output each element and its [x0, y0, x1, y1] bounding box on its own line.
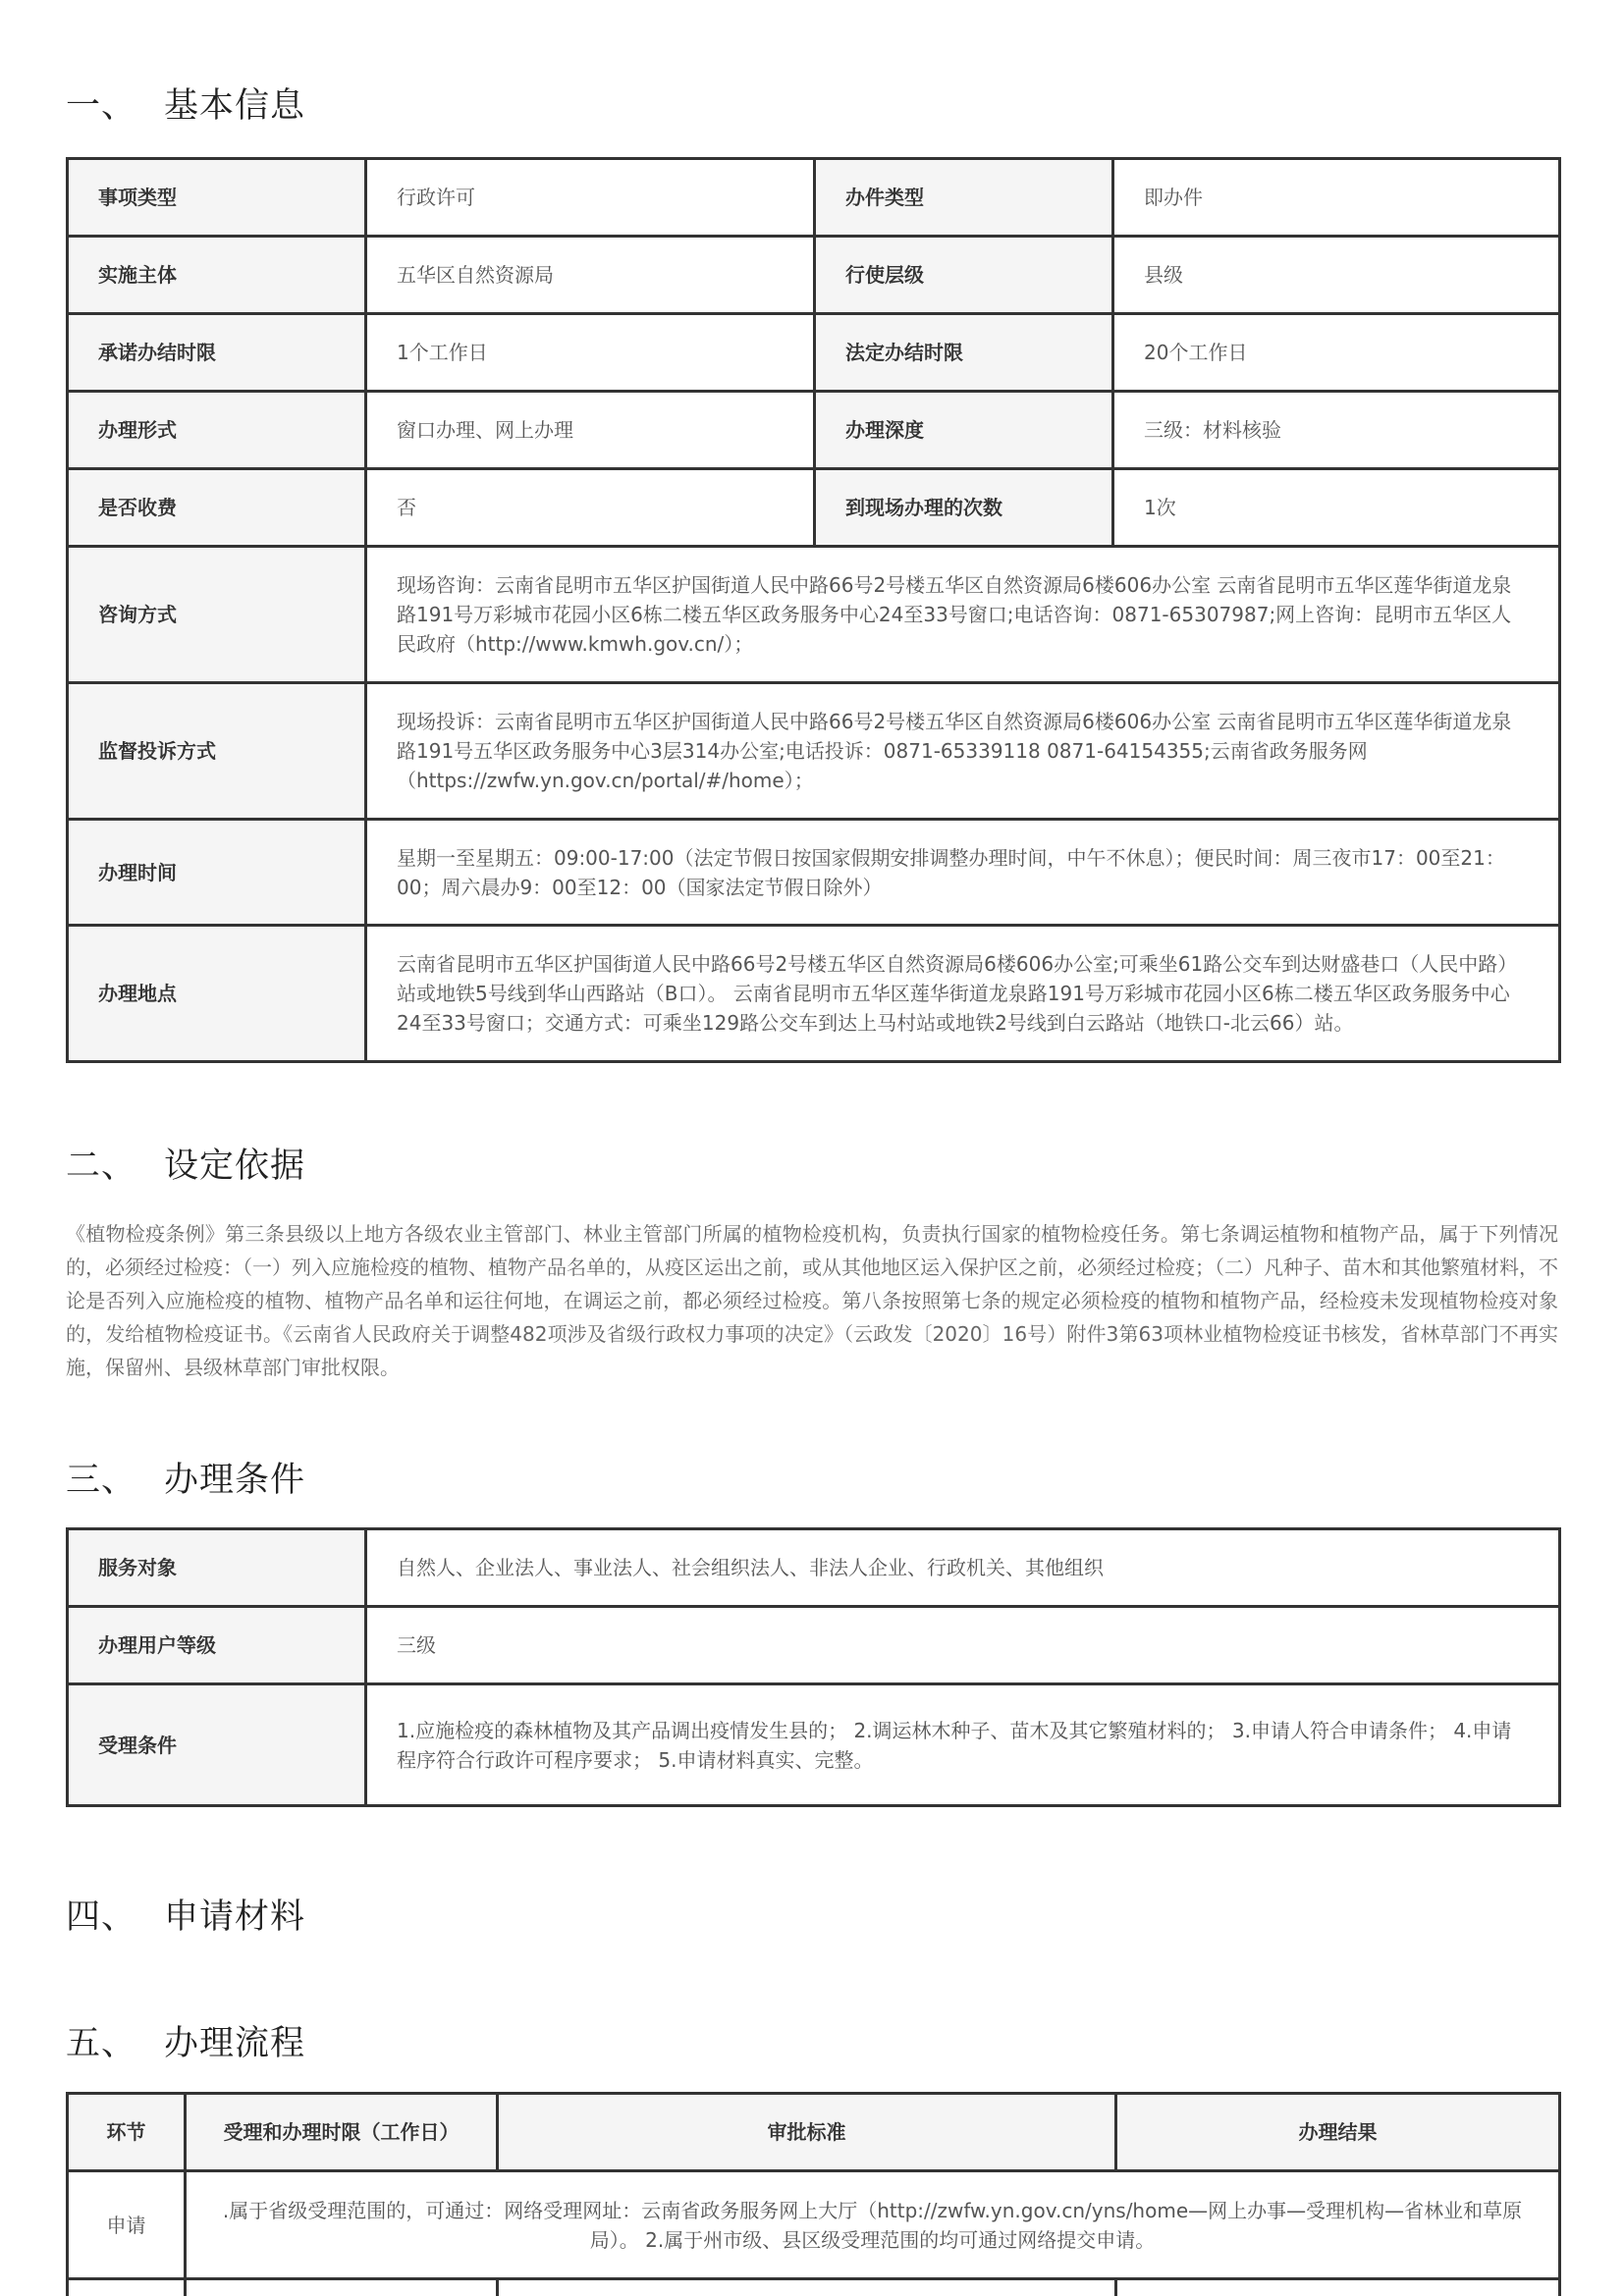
legal-basis-text: 《植物检疫条例》第三条县级以上地方各级农业主管部门、林业主管部门所属的植物检疫机构，负责执行国家的植物检疫任务。第七条调运植物和植物产品，属于下列情况的，必须经过检疫：（一）列入应施检疫的植物、植物产品名单的，从疫区运出之前，或从其他地区运入保护区之前，必须经过检疫；（二）凡种子、苗木和其他繁殖材料，不论是否列入应施检疫的植物、植物产品名单和运往何地，在调运之前，都必须经过检疫。第八条按照第七条的规定必须检疫的植物和植物产品，经检疫未发现植物检疫对象的，发给植物检疫证书。《云南省人民政府关于调整482项涉及省级行政权力事项的决定》（云政发〔2020〕16号）附件3第63项林业植物检疫证书核发，省林草部门不再实施，保留州、县级林草部门审批权限。: [66, 1222, 1558, 1379]
field-value: 否: [366, 469, 815, 547]
basic-info-table: [66, 157, 1561, 1063]
field-label: 行使层级: [815, 237, 1113, 314]
table-row: [68, 2279, 1560, 2296]
field-value: 云南省昆明市五华区护国街道人民中路66号2号楼五华区自然资源局6楼606办公室;可乘坐61路公交车到达财盛巷口（人民中路）站或地铁5号线到华山西路站（B口）。 云南省昆明市五华区莲华街道龙泉路191号万彩城市花园小区6栋二楼五华区政务服务中心24至33号窗口；交通方式：可乘坐129路公交车到达上马村站或地铁2号线到白云路站（地铁口-北云66）站。: [366, 926, 1560, 1062]
field-value: 窗口办理、网上办理: [366, 392, 815, 469]
field-value: 现场咨询：云南省昆明市五华区护国街道人民中路66号2号楼五华区自然资源局6楼606办公室 云南省昆明市五华区莲华街道龙泉路191号万彩城市花园小区6栋二楼五华区政务服务中心24至33号窗口;电话咨询：0871-65307987;网上咨询：昆明市五华区人民政府（http://www.kmwh.gov.cn/）；: [366, 547, 1560, 683]
field-label: 办理地点: [68, 926, 366, 1062]
table-row: [68, 1529, 1560, 1607]
conditions-table: [66, 1527, 1561, 1807]
table-row: [68, 547, 1560, 683]
stage-cell: 申请: [68, 2171, 186, 2279]
field-label: 是否收费: [68, 469, 366, 547]
field-value: 自然人、企业法人、事业法人、社会组织法人、非法人企业、行政机关、其他组织: [366, 1529, 1560, 1607]
table-row: [68, 314, 1560, 392]
table-row: [68, 683, 1560, 820]
field-value: 县级: [1113, 237, 1560, 314]
field-label: 到现场办理的次数: [815, 469, 1113, 547]
field-value: 三级: [366, 1607, 1560, 1684]
table-row: [68, 469, 1560, 547]
field-label: 服务对象: [68, 1529, 366, 1607]
field-value: 1次: [1113, 469, 1560, 547]
table-row: [68, 926, 1560, 1062]
table-row: [68, 2171, 1560, 2279]
table-row: [68, 392, 1560, 469]
field-value: 20个工作日: [1113, 314, 1560, 392]
table-row: [68, 1607, 1560, 1684]
section-heading-basic-info: 一、 基本信息: [66, 86, 306, 126]
table-row: [68, 1684, 1560, 1806]
field-value: 五华区自然资源局: [366, 237, 815, 314]
field-label: 办理形式: [68, 392, 366, 469]
field-label: 咨询方式: [68, 547, 366, 683]
section-heading-conditions: 三、 办理条件: [66, 1461, 306, 1500]
field-value: 1.应施检疫的森林植物及其产品调出疫情发生县的； 2.调运林木种子、苗木及其它繁殖材料的； 3.申请人符合申请条件； 4.申请程序符合行政许可程序要求； 5.申请材料真实、完整。: [366, 1684, 1560, 1806]
field-label: 监督投诉方式: [68, 683, 366, 820]
table-row: [68, 237, 1560, 314]
field-value: 即办件: [1113, 159, 1560, 237]
table-row: [68, 820, 1560, 926]
field-label: 承诺办结时限: [68, 314, 366, 392]
column-header: 审批标准: [498, 2094, 1116, 2171]
field-value: 1个工作日: [366, 314, 815, 392]
field-value: 行政许可: [366, 159, 815, 237]
field-value: 三级：材料核验: [1113, 392, 1560, 469]
process-table: [66, 2092, 1561, 2296]
field-label: 办理用户等级: [68, 1607, 366, 1684]
field-label: 受理条件: [68, 1684, 366, 1806]
field-label: 办理时间: [68, 820, 366, 926]
table-header-row: [68, 2094, 1560, 2171]
field-value: 星期一至星期五：09:00-17:00（法定节假日按国家假期安排调整办理时间，中午不休息）；便民时间：周三夜市17：00至21：00；周六晨办9：00至12：00（国家法定节假日除外）: [366, 820, 1560, 926]
column-header: 受理和办理时限（工作日）: [186, 2094, 498, 2171]
section-heading-materials: 四、 申请材料: [66, 1897, 306, 1937]
field-value: 现场投诉：云南省昆明市五华区护国街道人民中路66号2号楼五华区自然资源局6楼606办公室 云南省昆明市五华区莲华街道龙泉路191号五华区政务服务中心3层314办公室;电话投诉：0871-65339118 0871-64154355;云南省政务服务网（https://zwfw.yn.gov.cn/portal/#/home）；: [366, 683, 1560, 820]
section-heading-process: 五、 办理流程: [66, 2024, 306, 2063]
field-label: 办件类型: [815, 159, 1113, 237]
stage-description: .属于省级受理范围的，可通过：网络受理网址：云南省政务服务网上大厅（http://zwfw.yn.gov.cn/yns/home—网上办事—受理机构—省林业和草原局）。 2.属于州市级、县区级受理范围的均可通过网络提交申请。: [186, 2171, 1560, 2279]
field-label: 实施主体: [68, 237, 366, 314]
column-header: 办理结果: [1116, 2094, 1560, 2171]
field-label: 事项类型: [68, 159, 366, 237]
table-row: [68, 159, 1560, 237]
field-label: 办理深度: [815, 392, 1113, 469]
field-label: 法定办结时限: [815, 314, 1113, 392]
column-header: 环节: [68, 2094, 186, 2171]
section-heading-legal-basis: 二、 设定依据: [66, 1147, 306, 1186]
